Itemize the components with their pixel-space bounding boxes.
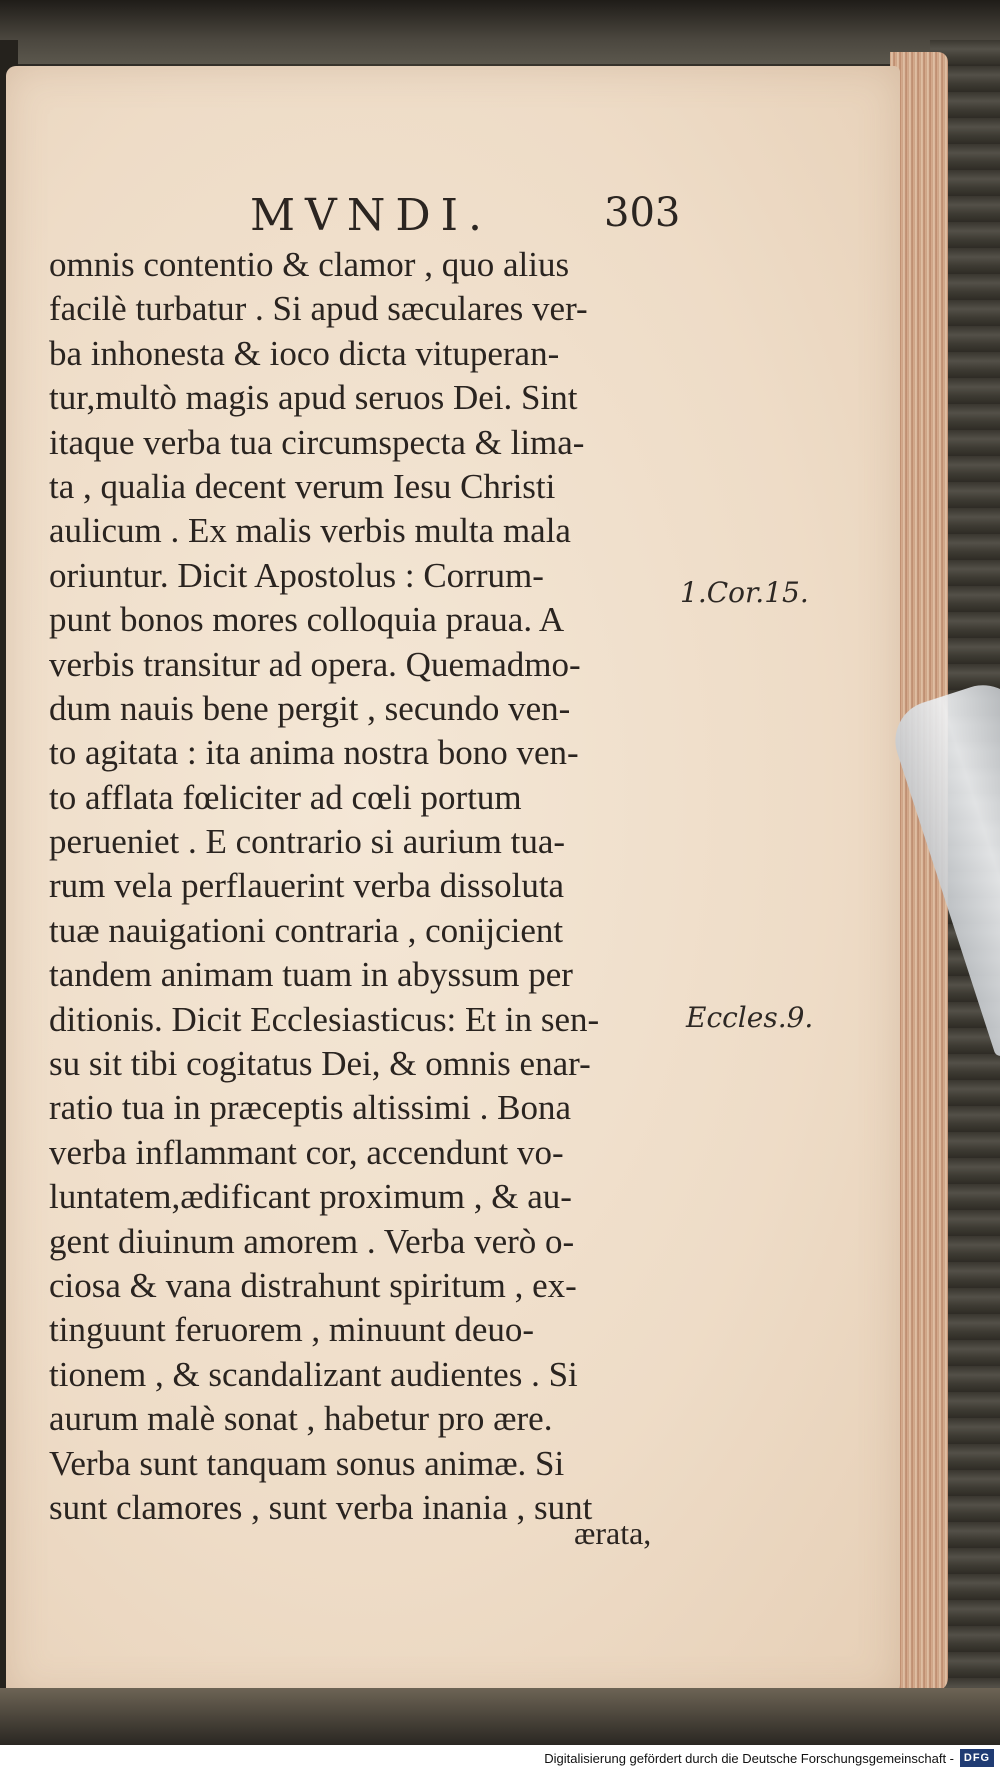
- text-line: ba inhonesta & ioco dicta vituperan-: [49, 333, 560, 373]
- text-line: to agitata : ita anima nostra bono ven-: [49, 733, 579, 773]
- body-text: [49, 243, 679, 1530]
- text-line: perueniet . E contrario si aurium tua-: [49, 822, 566, 862]
- text-line: ciosa & vana distrahunt spiritum , ex-: [49, 1265, 577, 1305]
- text-line: dum nauis bene pergit , secundo ven-: [49, 688, 571, 728]
- catchword: ærata,: [574, 1515, 652, 1551]
- book-bottom-edge: [0, 1688, 1000, 1745]
- text-line: verba inflammant cor, accendunt vo-: [49, 1132, 564, 1172]
- text-line: sunt clamores , sunt verba inania , sunt: [49, 1487, 593, 1527]
- text-line: itaque verba tua circumspecta & lima-: [49, 422, 585, 462]
- text-line: tandem animam tuam in abyssum per: [49, 955, 573, 995]
- text-line: su sit tibi cogitatus Dei, & omnis enar-: [49, 1044, 591, 1084]
- text-line: tuæ nauigationi contraria , conijcient: [49, 910, 564, 950]
- book-cover-top: [0, 0, 1000, 64]
- footer-credit: Digitalisierung gefördert durch die Deutsche Forschungsgemeinschaft -: [544, 1751, 954, 1766]
- running-head: MVNDI.: [250, 190, 492, 241]
- text-line: omnis contentio & clamor , quo alius: [49, 245, 570, 284]
- page-number: 303: [604, 190, 681, 236]
- text-line: to afflata fœliciter ad cœli portum: [49, 777, 522, 817]
- margin-note-citation: Eccles.9.: [686, 1001, 814, 1034]
- margin-note-citation: 1.Cor.15.: [680, 576, 809, 609]
- text-line: aurum malè sonat , habetur pro ære.: [49, 1399, 553, 1439]
- text-line: ta , qualia decent verum Iesu Christi: [49, 466, 556, 506]
- text-line: luntatem,ædificant proximum , & au-: [49, 1177, 572, 1217]
- text-line: tionem , & scandalizant audientes . Si: [49, 1354, 578, 1394]
- text-line: tur,multò magis apud seruos Dei. Sint: [49, 378, 578, 418]
- text-line: Verba sunt tanquam sonus animæ. Si: [49, 1443, 565, 1483]
- text-line: facilè turbatur . Si apud sæculares ver-: [49, 289, 588, 329]
- text-line: ratio tua in præceptis altissimi . Bona: [49, 1088, 572, 1128]
- text-line: verbis transitur ad opera. Quemadmo-: [49, 644, 581, 684]
- text-line: punt bonos mores colloquia praua. A: [49, 600, 565, 640]
- text-line: aulicum . Ex malis verbis multa mala: [49, 511, 571, 551]
- text-line: rum vela perflauerint verba dissoluta: [49, 866, 565, 906]
- dfg-logo: DFG: [960, 1749, 994, 1767]
- text-line: gent diuinum amorem . Verba verò o-: [49, 1221, 575, 1261]
- text-line: oriuntur. Dicit Apostolus : Corrum-: [49, 555, 544, 595]
- text-line: ditionis. Dicit Ecclesiasticus: Et in sen-: [49, 999, 600, 1039]
- text-line: tinguunt feruorem , minuunt deuo-: [49, 1310, 535, 1350]
